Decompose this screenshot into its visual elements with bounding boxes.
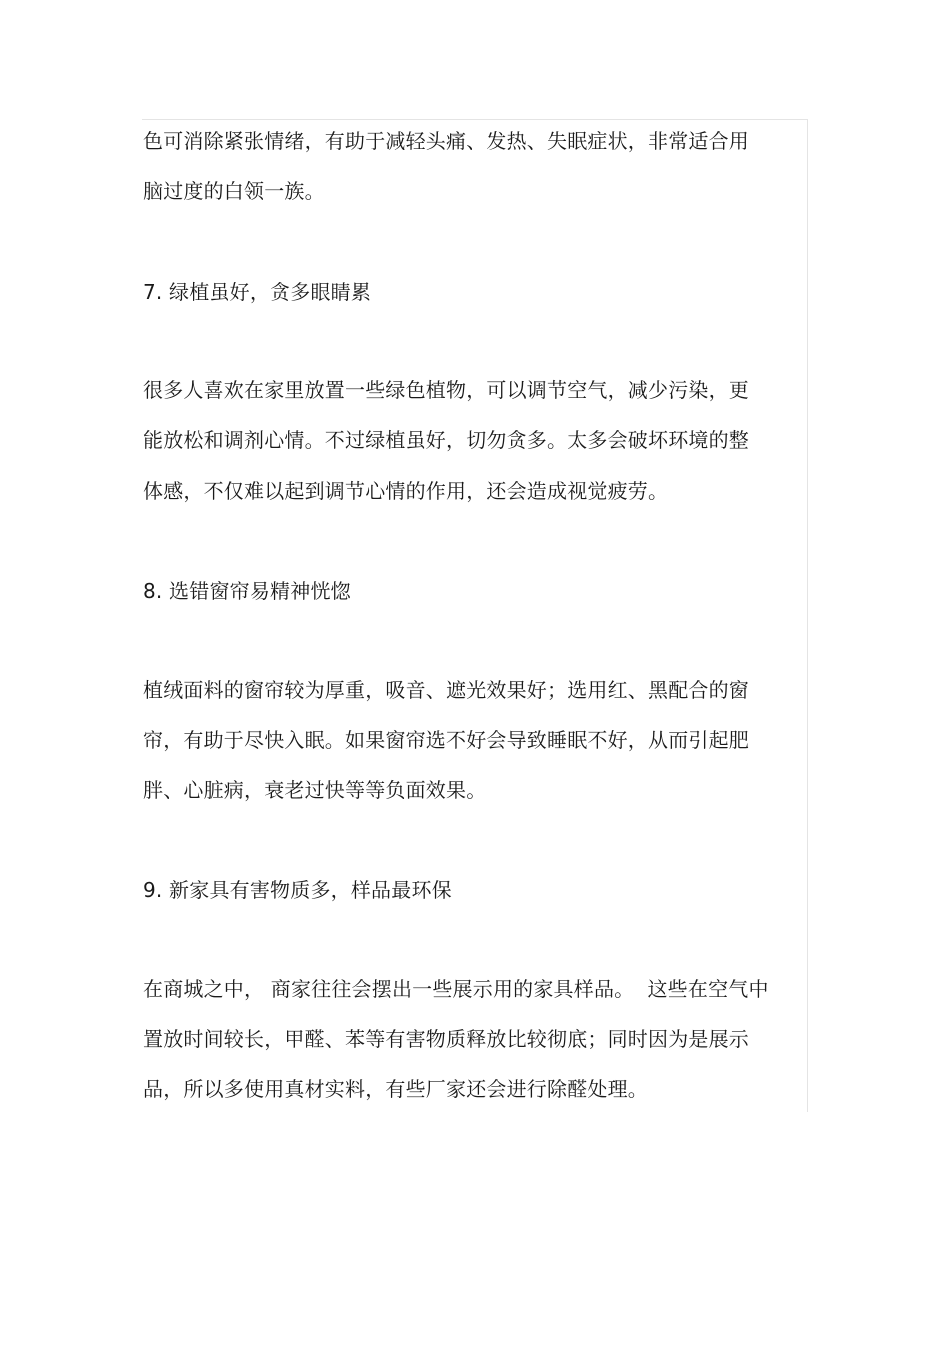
paragraph-line: 能放松和调剂心情。不过绿植虽好，切勿贪多。太多会破坏环境的整 (143, 428, 749, 452)
paragraph-line: 很多人喜欢在家里放置一些绿色植物，可以调节空气，减少污染，更 (143, 378, 749, 402)
paragraph-line: 脑过度的白领一族。 (143, 179, 325, 203)
paragraph-line: 色可消除紧张情绪，有助于减轻头痛、发热、失眠症状，非常适合用 (143, 129, 749, 153)
section-heading-9: 9. 新家具有害物质多，样品最环保 (143, 878, 452, 902)
paragraph-line: 置放时间较长，甲醛、苯等有害物质释放比较彻底；同时因为是展示 (143, 1027, 749, 1051)
paragraph-line: 胖、心脏病，衰老过快等等负面效果。 (143, 778, 487, 802)
paragraph-line: 帘，有助于尽快入眠。如果窗帘选不好会导致睡眠不好，从而引起肥 (143, 728, 749, 752)
section-heading-7: 7. 绿植虽好，贪多眼睛累 (143, 280, 372, 304)
page-frame (142, 119, 808, 1112)
paragraph-line: 体感，不仅难以起到调节心情的作用，还会造成视觉疲劳。 (143, 479, 669, 503)
paragraph-line: 植绒面料的窗帘较为厚重，吸音、遮光效果好；选用红、黑配合的窗 (143, 678, 749, 702)
paragraph-line: 在商城之中， 商家往往会摆出一些展示用的家具样品。 这些在空气中 (143, 977, 769, 1001)
section-heading-8: 8. 选错窗帘易精神恍惚 (143, 579, 351, 603)
paragraph-line: 品，所以多使用真材实料，有些厂家还会进行除醛处理。 (143, 1077, 648, 1101)
